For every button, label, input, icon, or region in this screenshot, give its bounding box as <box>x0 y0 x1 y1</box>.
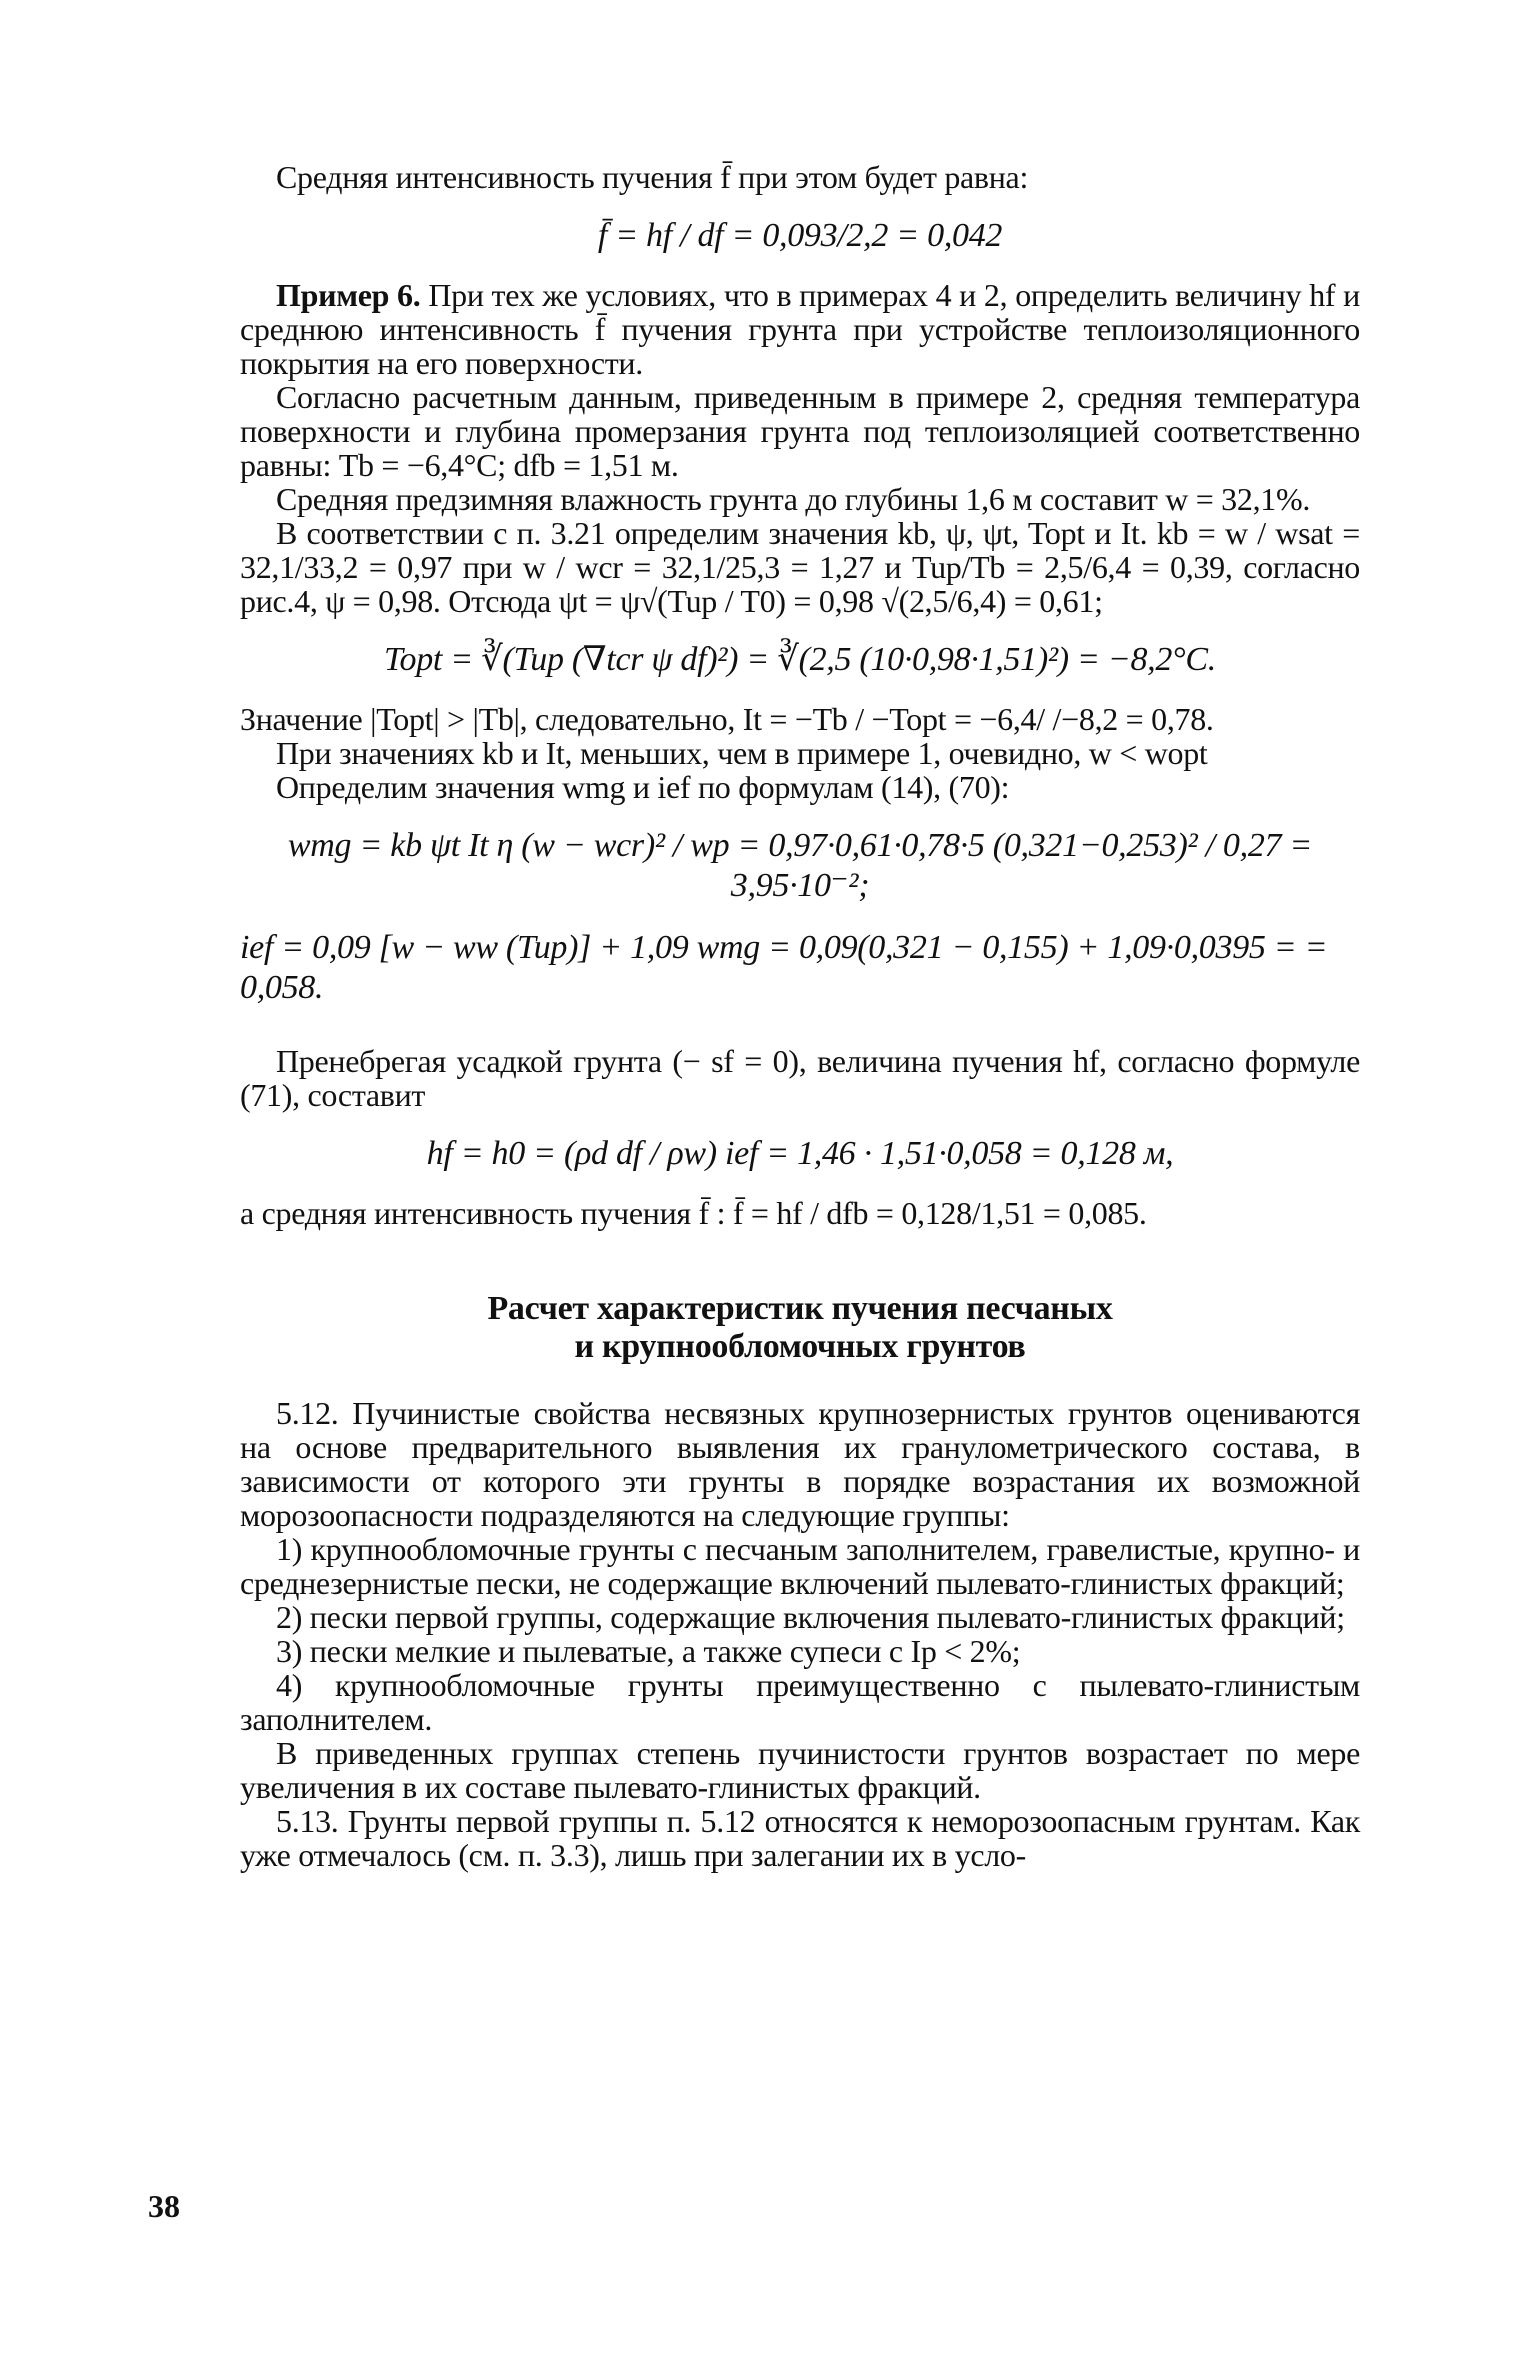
paragraph-shrinkage: Пренебрегая усадкой грунта (− sf = 0), величина пучения hf, согласно формуле (71), составит <box>240 1043 1360 1113</box>
formula-hf: hf = h0 = (ρd df / ρw) ief = 1,46 · 1,51·0,058 = 0,128 м, <box>426 1135 1174 1172</box>
paragraph-determine-wmg: Определим значения wmg и ief по формулам (14), (70): <box>276 769 1010 805</box>
formula-wmg: wmg = kb ψt It η (w − wcr)² / wp = 0,97·0,61·0,78·5 (0,321−0,253)² / 0,27 = 3,95·10⁻²; <box>287 827 1313 904</box>
list-item-group-2: 2) пески первой группы, содержащие включения пылевато-глинистых фракций; <box>276 1599 1345 1635</box>
paragraph-coefficients: В соответствии с п. 3.21 определим значения kb, ψ, ψt, Topt и It. kb = w / wsat = 32,1/33,2 = 0,97 при w / wcr = 32,1/25,3 = 1,27 и Tup/Tb = 2,5/6,4 = 0,39, согласно рис.4, ψ = 0,98. Отсюда ψt = ψ√(Tup / T0) = 0,98 √(2,5/6,4) = 0,61; <box>240 515 1360 619</box>
formula-ief: ief = 0,09 [w − ww (Tup)] + 1,09 wmg = 0,09(0,321 − 0,155) + 1,09·0,0395 = = 0,058. <box>240 929 1328 1006</box>
paragraph-kb-it: При значениях kb и It, меньших, чем в примере 1, очевидно, w < wopt <box>276 735 1208 771</box>
section-heading <box>240 1290 1360 1366</box>
paragraph-mean-intensity-result: а средняя интенсивность пучения f̄ : f̄ = hf / dfb = 0,128/1,51 = 0,085. <box>240 1195 1147 1231</box>
paragraph-mean-intensity-intro: Средняя интенсивность пучения f̄ при этом будет равна: <box>276 159 1029 195</box>
list-item-group-1: 1) крупнообломочные грунты с песчаным заполнителем, гравелистые, крупно- и среднезернистые пески, не содержащие включений пылевато-глинистых фракций; <box>240 1531 1360 1601</box>
list-item-group-3: 3) пески мелкие и пылеватые, а также супеси с Ip < 2%; <box>276 1633 1021 1669</box>
paragraph-calc-data: Согласно расчетным данным, приведенным в примере 2, средняя температура поверхности и глубина промерзания грунта под теплоизоляцией соответственно равны: Tb = −6,4°C; dfb = 1,51 м. <box>240 379 1360 483</box>
document-page <box>240 160 1360 1872</box>
formula-mean-intensity: f̄ = hf / df = 0,093/2,2 = 0,042 <box>597 217 1003 254</box>
list-item-group-4: 4) крупнообломочные грунты преимущественно с пылевато-глинистым заполнителем. <box>240 1667 1360 1737</box>
paragraph-5-12: 5.12. Пучинистые свойства несвязных крупнозернистых грунтов оцениваются на основе предварительного выявления их гранулометрического состава, в зависимости от которого эти грунты в порядке возрастания их возможной морозоопасности подразделяются на следующие группы: <box>240 1395 1360 1533</box>
paragraph-5-13: 5.13. Грунты первой группы п. 5.12 относятся к неморозоопасным грунтам. Как уже отмечалось (см. п. 3.3), лишь при залегании их в усло- <box>240 1803 1360 1873</box>
example-text: При тех же условиях, что в примерах 4 и 2, определить величину hf и среднюю интенсивность f̄ пучения грунта при устройстве теплоизоляционного покрытия на его поверхности. <box>240 277 1360 381</box>
paragraph-it-value: Значение |Topt| > |Tb|, следовательно, It = −Tb / −Topt = −6,4/ /−8,2 = 0,78. <box>240 701 1214 737</box>
paragraph-moisture: Средняя предзимняя влажность грунта до глубины 1,6 м составит w = 32,1%. <box>276 481 1311 517</box>
formula-topt: Topt = ∛(Tup (∇tcr ψ df)²) = ∛(2,5 (10·0,98·1,51)²) = −8,2°C. <box>384 641 1216 678</box>
section-heading-line-1: Расчет характеристик пучения песчаных <box>487 1290 1113 1327</box>
section-heading-line-2: и крупнообломочных грунтов <box>574 1328 1026 1365</box>
paragraph-example-6 <box>240 278 1360 380</box>
page-number: 38 <box>148 2188 180 2224</box>
paragraph-groups-note: В приведенных группах степень пучинистости грунтов возрастает по мере увеличения в их составе пылевато-глинистых фракций. <box>240 1735 1360 1805</box>
example-label: Пример 6. <box>276 277 421 313</box>
